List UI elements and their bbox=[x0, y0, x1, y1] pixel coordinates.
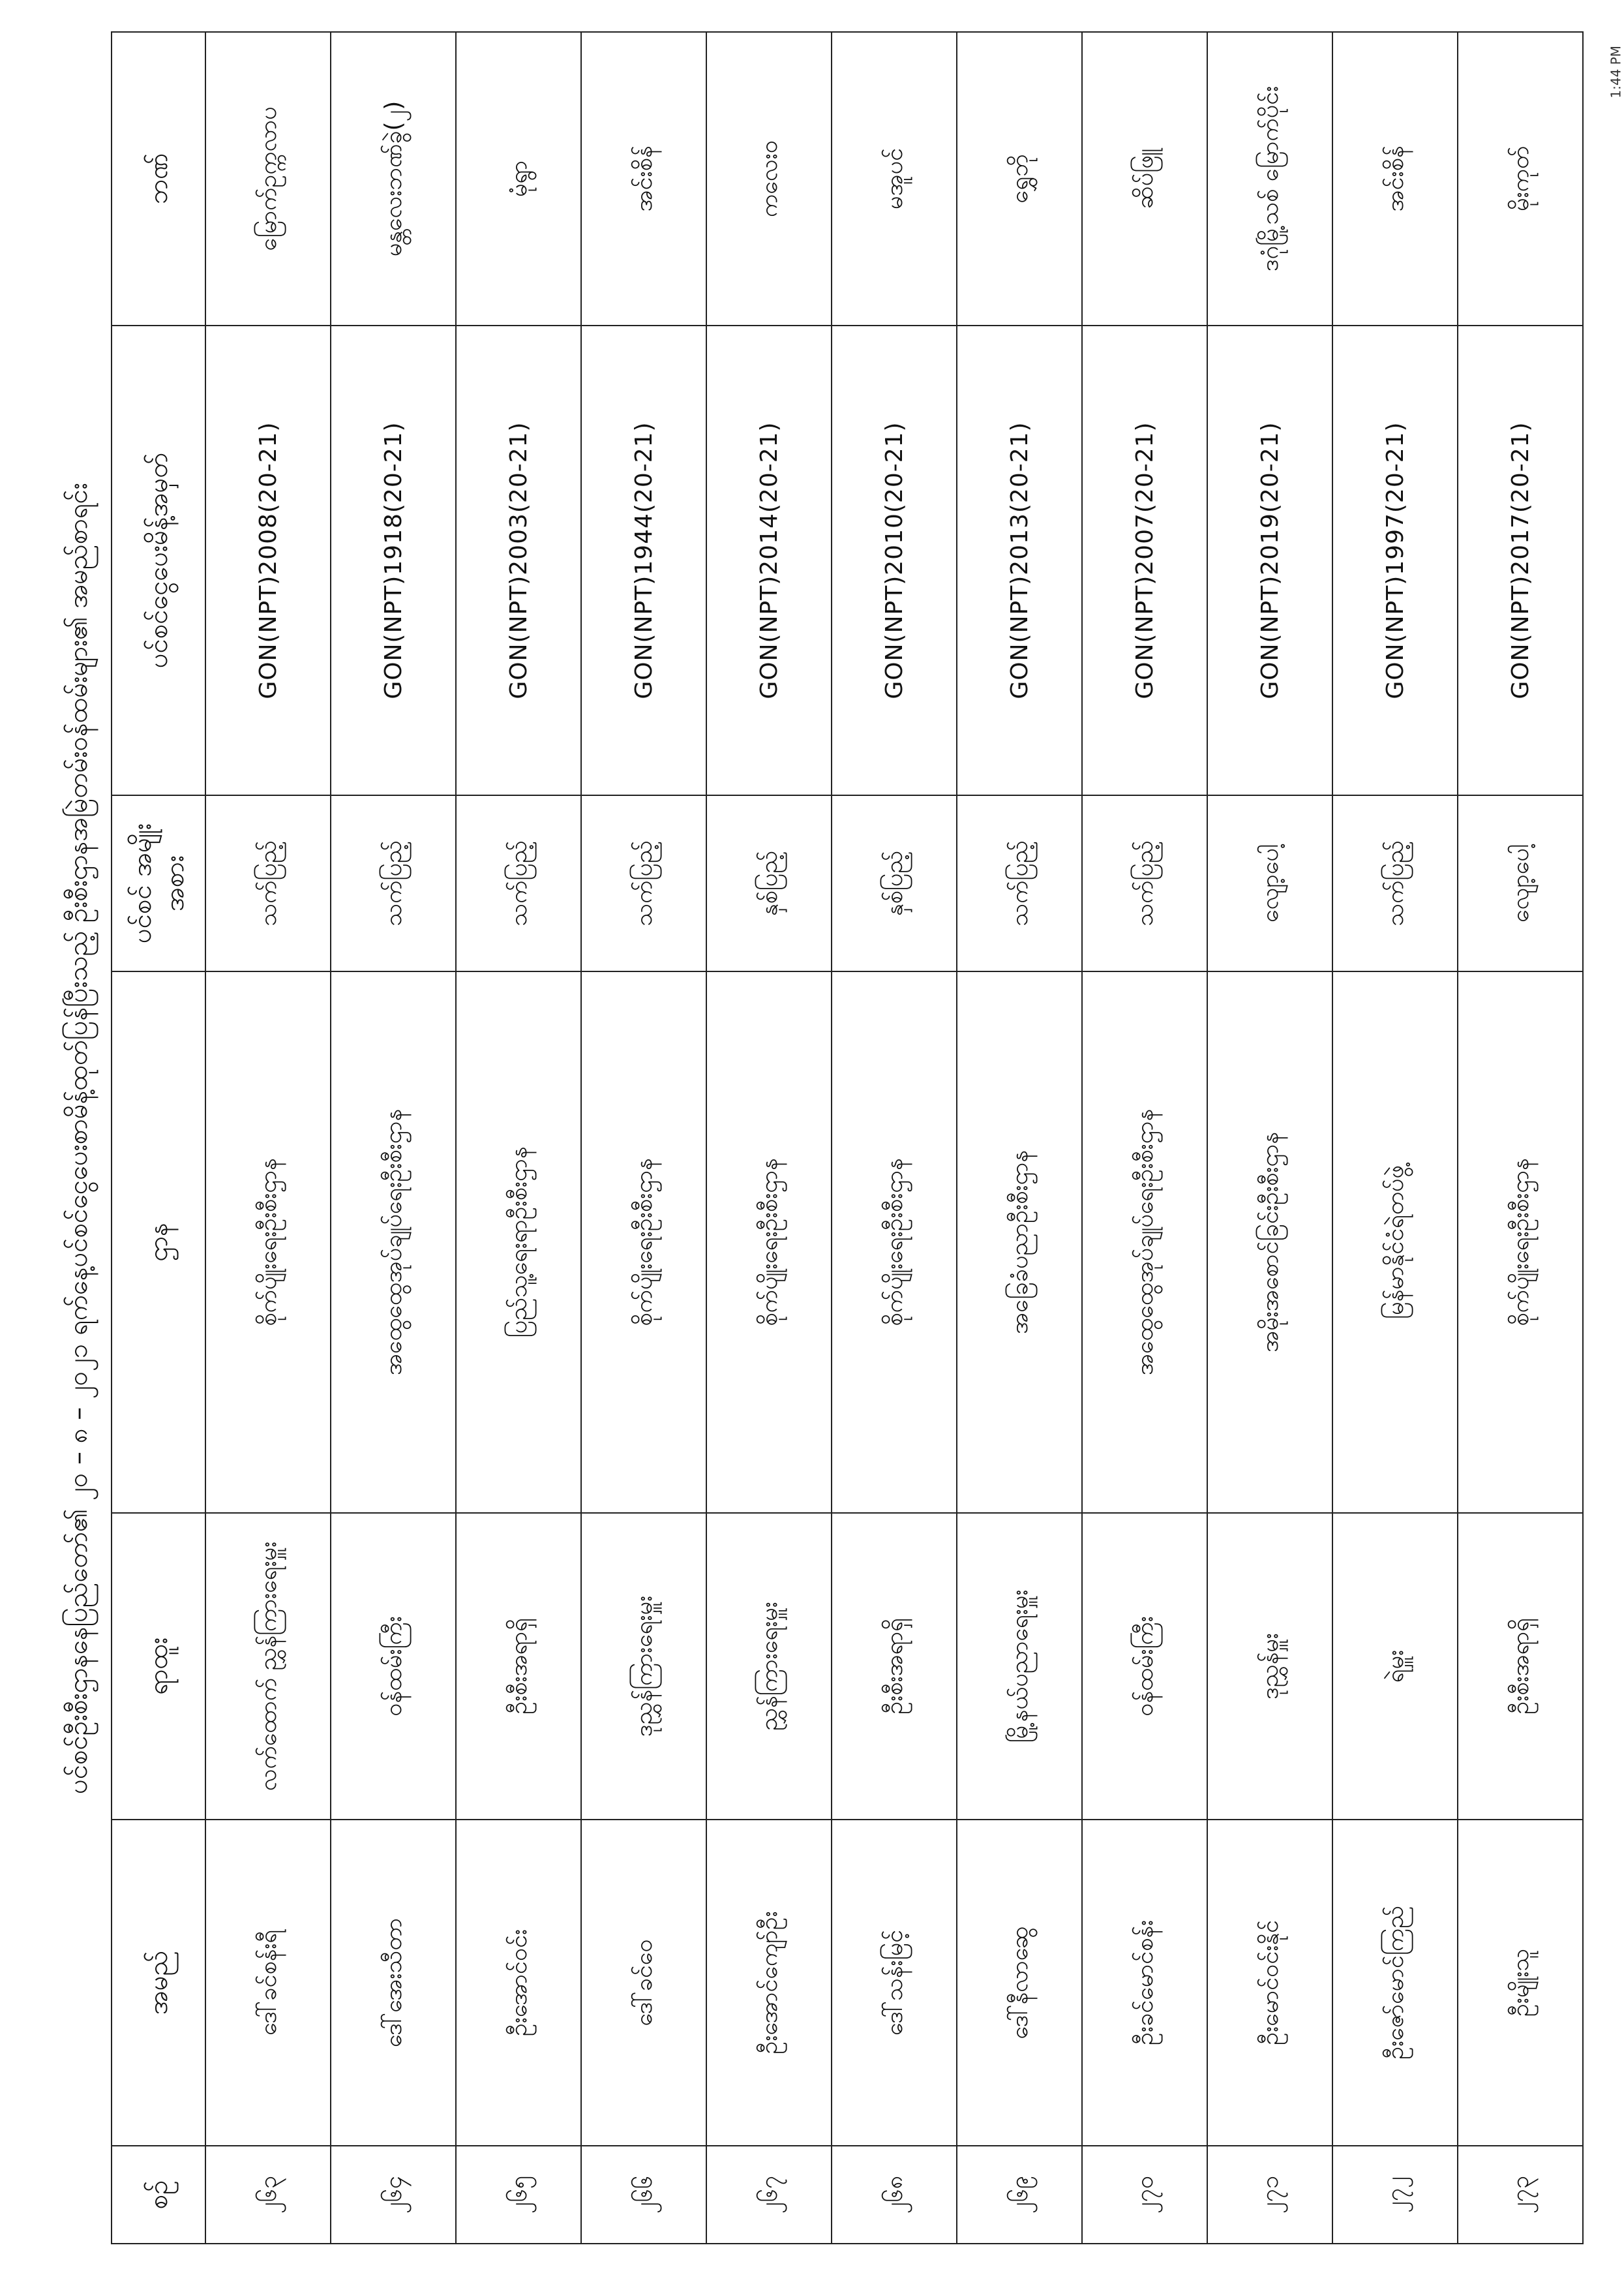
cell-pension-type: သက်ပြည့် bbox=[331, 795, 456, 971]
cell-pension-order: GON(NPT)2003(20-21) bbox=[456, 326, 581, 795]
cell-no: ၂၆၇ bbox=[706, 2146, 832, 2244]
cell-pension-type: နှစ်ပြည့် bbox=[832, 795, 957, 971]
cell-pension-order: GON(NPT)2013(20-21) bbox=[957, 326, 1082, 795]
cell-name: ဒေါ်သန်းမြင့် bbox=[832, 1820, 957, 2146]
table-row bbox=[706, 32, 832, 2244]
cell-pension-order: GON(NPT)2017(20-21) bbox=[1458, 326, 1583, 795]
cell-no: ၂၇၀ bbox=[1082, 2146, 1207, 2244]
cell-pension-order: GON(NPT)2014(20-21) bbox=[706, 326, 832, 795]
cell-rank: ဦးစီးအရာရှိ bbox=[1458, 1513, 1583, 1820]
cell-department: စိုက်ပျိုးရေးဦးစီးဌာန bbox=[205, 971, 331, 1513]
cell-town: ရွှေဘို bbox=[957, 32, 1082, 326]
cell-town: ဆိပ်ဖြူ bbox=[1082, 32, 1207, 326]
cell-pension-type: သက်ပြည့် bbox=[1332, 795, 1458, 971]
cell-rank: ဦးစီးအရာရှိ bbox=[456, 1513, 581, 1820]
cell-rank: လက်ထောက် ညွှန်ကြားရေးမှူး bbox=[205, 1513, 331, 1820]
cell-department: အထွေထွေအုပ်ချုပ်ရေးဦးစီးဌာန bbox=[1082, 971, 1207, 1513]
table-row bbox=[1082, 32, 1207, 2244]
cell-town: မြောက်ဥက္ကလာပ bbox=[205, 32, 331, 326]
header-rank: ရာထူး bbox=[112, 1513, 205, 1820]
header-pension-type: ပင်စင် အမျိုးအစား bbox=[112, 795, 205, 971]
header-pension-order: ပင်စင်ငွေပေးမိန့်အမှတ် bbox=[112, 326, 205, 795]
cell-pension-type: လျော့ပေါ့ bbox=[1458, 795, 1583, 971]
cell-pension-type: သက်ပြည့် bbox=[205, 795, 331, 971]
header-department: ဌာန bbox=[112, 971, 205, 1513]
cell-name: ဦးအောင်ကျော်ဦး bbox=[706, 1820, 832, 2146]
cell-town: အင်းစိန် bbox=[1332, 32, 1458, 326]
cell-rank: ဝန်ထမ်းကြီး bbox=[1082, 1513, 1207, 1820]
cell-town: မန္တလေးဘဏ်ခွဲ(၂) bbox=[331, 32, 456, 326]
document-title: ပင်စင်ဦးစီးဌာနနေပြည်တော်၏ ၂၀ – ၈ – ၂၀၂၁ ရက်နေ့ပင်စင်ငွေပေးစာမိန့်ထုတ်ပြန်ပြီးသည့် ဦးစီးဌာနအမြဲတမ်းဝန်ထမ်းများ၏ အမည်စာရင်း bbox=[63, 483, 93, 1794]
cell-town: မိုးကုတ် bbox=[1458, 32, 1583, 326]
cell-town: အင်းစိန် bbox=[581, 32, 706, 326]
cell-town: ဒဂုံမြို့သစ် မြောက်ပိုင်း bbox=[1207, 32, 1332, 326]
cell-name: ဒေါ်နီလာဆွေ bbox=[957, 1820, 1082, 2146]
cell-no: ၂၆၉ bbox=[957, 2146, 1082, 2244]
cell-name: ဦးမျိုးသူ bbox=[1458, 1820, 1583, 2146]
cell-pension-order: GON(NPT)2019(20-21) bbox=[1207, 326, 1332, 795]
header-name: အမည် bbox=[112, 1820, 205, 2146]
table-row bbox=[1332, 32, 1458, 2244]
cell-rank: ဝန်ထမ်းကြီး bbox=[331, 1513, 456, 1820]
cell-department: စိုက်ပျိုးရေးဦးစီးဌာန bbox=[581, 971, 706, 1513]
table-row bbox=[832, 32, 957, 2244]
cell-name: ဦးခင်မောင်စန်း bbox=[1082, 1820, 1207, 2146]
pension-table bbox=[111, 31, 1584, 2244]
cell-rank: ရဲမှူး bbox=[1332, 1513, 1458, 1820]
cell-no: ၂၇၁ bbox=[1207, 2146, 1332, 2244]
header-no: စဉ် bbox=[112, 2146, 205, 2244]
cell-name: ဦးဇော်မောင်ကြည် bbox=[1332, 1820, 1458, 2146]
cell-rank: ညွှန်ကြားရေးမှူး bbox=[706, 1513, 832, 1820]
cell-pension-order: GON(NPT)1944(20-21) bbox=[581, 326, 706, 795]
cell-department: စိုက်ပျိုးရေးဦးစီးဌာန bbox=[1458, 971, 1583, 1513]
cell-name: ဒေါ်ခင်ဝေ bbox=[581, 1820, 706, 2146]
cell-pension-type: လျော့ပေါ့ bbox=[1207, 795, 1332, 971]
cell-pension-type: သက်ပြည့် bbox=[1082, 795, 1207, 971]
cell-rank: ဒုညွှန်ကြားရေးမှူး bbox=[581, 1513, 706, 1820]
cell-rank: မြို့နယ်ပညာရေးမှူး bbox=[957, 1513, 1082, 1820]
cell-pension-order: GON(NPT)1997(20-21) bbox=[1332, 326, 1458, 795]
cell-no: ၂၆၅ bbox=[456, 2146, 581, 2244]
cell-town: မအူပင် bbox=[832, 32, 957, 326]
cell-no: ၂၇၂ bbox=[1332, 2146, 1458, 2244]
header-town: ဘဏ် bbox=[112, 32, 205, 326]
cell-town: ကလေးဝ bbox=[706, 32, 832, 326]
cell-department: အမိုးအစောင်ခြင်းဦးစီးဌာန bbox=[1207, 971, 1332, 1513]
cell-department: စိုက်ပျိုးရေးဦးစီးဌာန bbox=[706, 971, 832, 1513]
cell-pension-type: သက်ပြည့် bbox=[957, 795, 1082, 971]
cell-no: ၂၇၃ bbox=[1458, 2146, 1583, 2244]
cell-town: မုံရွာ bbox=[456, 32, 581, 326]
cell-pension-order: GON(NPT)2007(20-21) bbox=[1082, 326, 1207, 795]
cell-department: စိုက်ပျိုးရေးဦးစီးဌာန bbox=[832, 971, 957, 1513]
cell-pension-order: GON(NPT)2008(20-21) bbox=[205, 326, 331, 795]
cell-name: ဦးအောင်ဝင်း bbox=[456, 1820, 581, 2146]
cell-rank: ဒုညွှန်မှူး bbox=[1207, 1513, 1332, 1820]
cell-pension-order: GON(NPT)1918(20-21) bbox=[331, 326, 456, 795]
table-row bbox=[331, 32, 456, 2244]
table-header-row bbox=[112, 32, 205, 2244]
cell-pension-type: သက်ပြည့် bbox=[456, 795, 581, 971]
cell-rank: ဦးစီးအရာရှိ bbox=[832, 1513, 957, 1820]
table-row bbox=[205, 32, 331, 2244]
table-row bbox=[581, 32, 706, 2244]
cell-department: ပြည်သူ့ရေးရာဦးစီးဌာန bbox=[456, 971, 581, 1513]
cell-name: ဒေါ်ခင်စန်းရီ bbox=[205, 1820, 331, 2146]
cell-pension-type: သက်ပြည့် bbox=[581, 795, 706, 971]
cell-no: ၂၆၄ bbox=[331, 2146, 456, 2244]
cell-no: ၂၆၃ bbox=[205, 2146, 331, 2244]
table-row bbox=[957, 32, 1082, 2244]
cell-department: အထွေထွေအုပ်ချုပ်ရေးဦးစီးဌာန bbox=[331, 971, 456, 1513]
table-row bbox=[1458, 32, 1583, 2244]
cell-department: အခြေခံပညာဦးစီးဌာန bbox=[957, 971, 1082, 1513]
cell-pension-type: နှစ်ပြည့် bbox=[706, 795, 832, 971]
cell-department: မြန်မာနိုင်ငံရဲတပ်ဖွဲ့ bbox=[1332, 971, 1458, 1513]
cell-pension-order: GON(NPT)2010(20-21) bbox=[832, 326, 957, 795]
cell-no: ၂၆၈ bbox=[832, 2146, 957, 2244]
table-row bbox=[456, 32, 581, 2244]
cell-name: ဦးမောင်ဝင်းနိုင် bbox=[1207, 1820, 1332, 2146]
table-body bbox=[205, 32, 1583, 2244]
cell-no: ၂၆၆ bbox=[581, 2146, 706, 2244]
table-row bbox=[1207, 32, 1332, 2244]
timestamp: 1:44 PM bbox=[1608, 46, 1624, 99]
pension-list-sheet bbox=[59, 33, 1565, 2244]
cell-name: ဒေါ်အေးသီတာ bbox=[331, 1820, 456, 2146]
